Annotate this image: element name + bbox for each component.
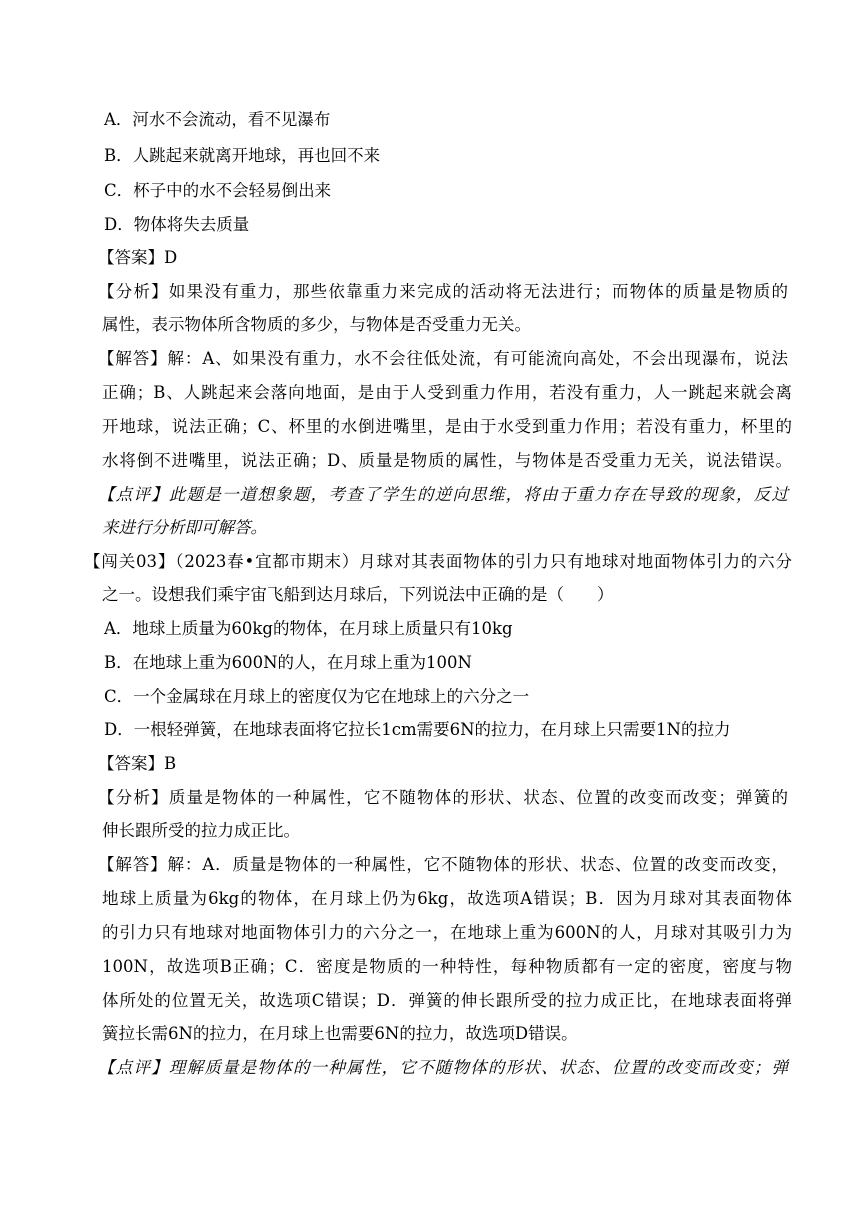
q3-comment-line: 【点评】理解质量是物体的一种属性，它不随物体的形状、状态、位置的改变而改变；弹 [98, 1058, 788, 1077]
q3-solution-line: 体所处的位置无关，故选项C错误；D．弹簧的伸长跟所受的拉力成正比，在地球表面将弹 [102, 991, 792, 1010]
q2-option-a: A．河水不会流动，看不见瀑布 [104, 110, 331, 129]
q2-answer: 【答案】D [98, 248, 178, 267]
q3-analysis-line: 伸长跟所受的拉力成正比。 [102, 821, 300, 840]
q3-solution-line: 簧拉长需6N的拉力，在月球上也需要6N的拉力，故选项D错误。 [102, 1024, 578, 1043]
q3-solution-line: 【解答】解：A．质量是物体的一种属性，它不随物体的形状、状态、位置的改变而改变， [98, 855, 788, 874]
q2-option-c: C．杯子中的水不会轻易倒出来 [104, 181, 332, 200]
q3-answer: 【答案】B [98, 754, 177, 773]
q2-analysis-line: 属性，表示物体所含物质的多少，与物体是否受重力无关。 [102, 315, 531, 334]
q3-solution-line: 地球上质量为6kg的物体，在月球上仍为6kg，故选项A错误；B．因为月球对其表面物体 [102, 889, 792, 908]
q3-option-b: B．在地球上重为600N的人，在月球上重为100N [104, 653, 472, 672]
q3-option-a: A．地球上质量为60kg的物体，在月球上质量只有10kg [104, 619, 513, 638]
q2-solution-line: 水将倒不进嘴里，说法正确；D、质量是物质的属性，与物体是否受重力无关，说法错误。 [102, 451, 792, 470]
q2-solution-line: 正确；B、人跳起来会落向地面，是由于人受到重力作用，若没有重力，人一跳起来就会离 [102, 383, 792, 402]
q2-comment-line: 【点评】此题是一道想象题，考查了学生的逆向思维，将由于重力存在导致的现象，反过 [98, 485, 788, 504]
q3-option-d: D．一根轻弹簧，在地球表面将它拉长1cm需要6N的拉力，在月球上只需要1N的拉力 [104, 720, 731, 739]
q3-option-c: C．一个金属球在月球上的密度仅为它在地球上的六分之一 [104, 687, 530, 706]
q2-analysis-line: 【分析】如果没有重力，那些依靠重力来完成的活动将无法进行；而物体的质量是物质的 [98, 282, 788, 301]
q3-solution-line: 的引力只有地球对地面物体引力的六分之一，在地球上重为600N的人，月球对其吸引力为 [102, 923, 792, 942]
q2-option-b: B．人跳起来就离开地球，再也回不来 [104, 146, 381, 165]
q2-comment-line: 来进行分析即可解答。 [102, 518, 267, 537]
q2-solution-line: 开地球，说法正确；C、杯里的水倒进嘴里，是由于水受到重力作用；若没有重力，杯里的 [102, 417, 792, 436]
q3-solution-line: 100N，故选项B正确；C．密度是物质的一种特性，每种物质都有一定的密度，密度与物 [102, 957, 792, 976]
q2-option-d: D．物体将失去质量 [104, 215, 250, 234]
q3-stem-line: 之一。设想我们乘宇宙飞船到达月球后，下列说法中正确的是（ ） [102, 585, 614, 604]
q3-analysis-line: 【分析】质量是物体的一种属性，它不随物体的形状、状态、位置的改变而改变；弹簧的 [98, 788, 788, 807]
q2-solution-line: 【解答】解：A、如果没有重力，水不会往低处流，有可能流向高处，不会出现瀑布，说法 [98, 349, 788, 368]
q3-stem-line: 【闯关03】（2023春•宜都市期末）月球对其表面物体的引力只有地球对地面物体引力的六分 [84, 552, 792, 571]
